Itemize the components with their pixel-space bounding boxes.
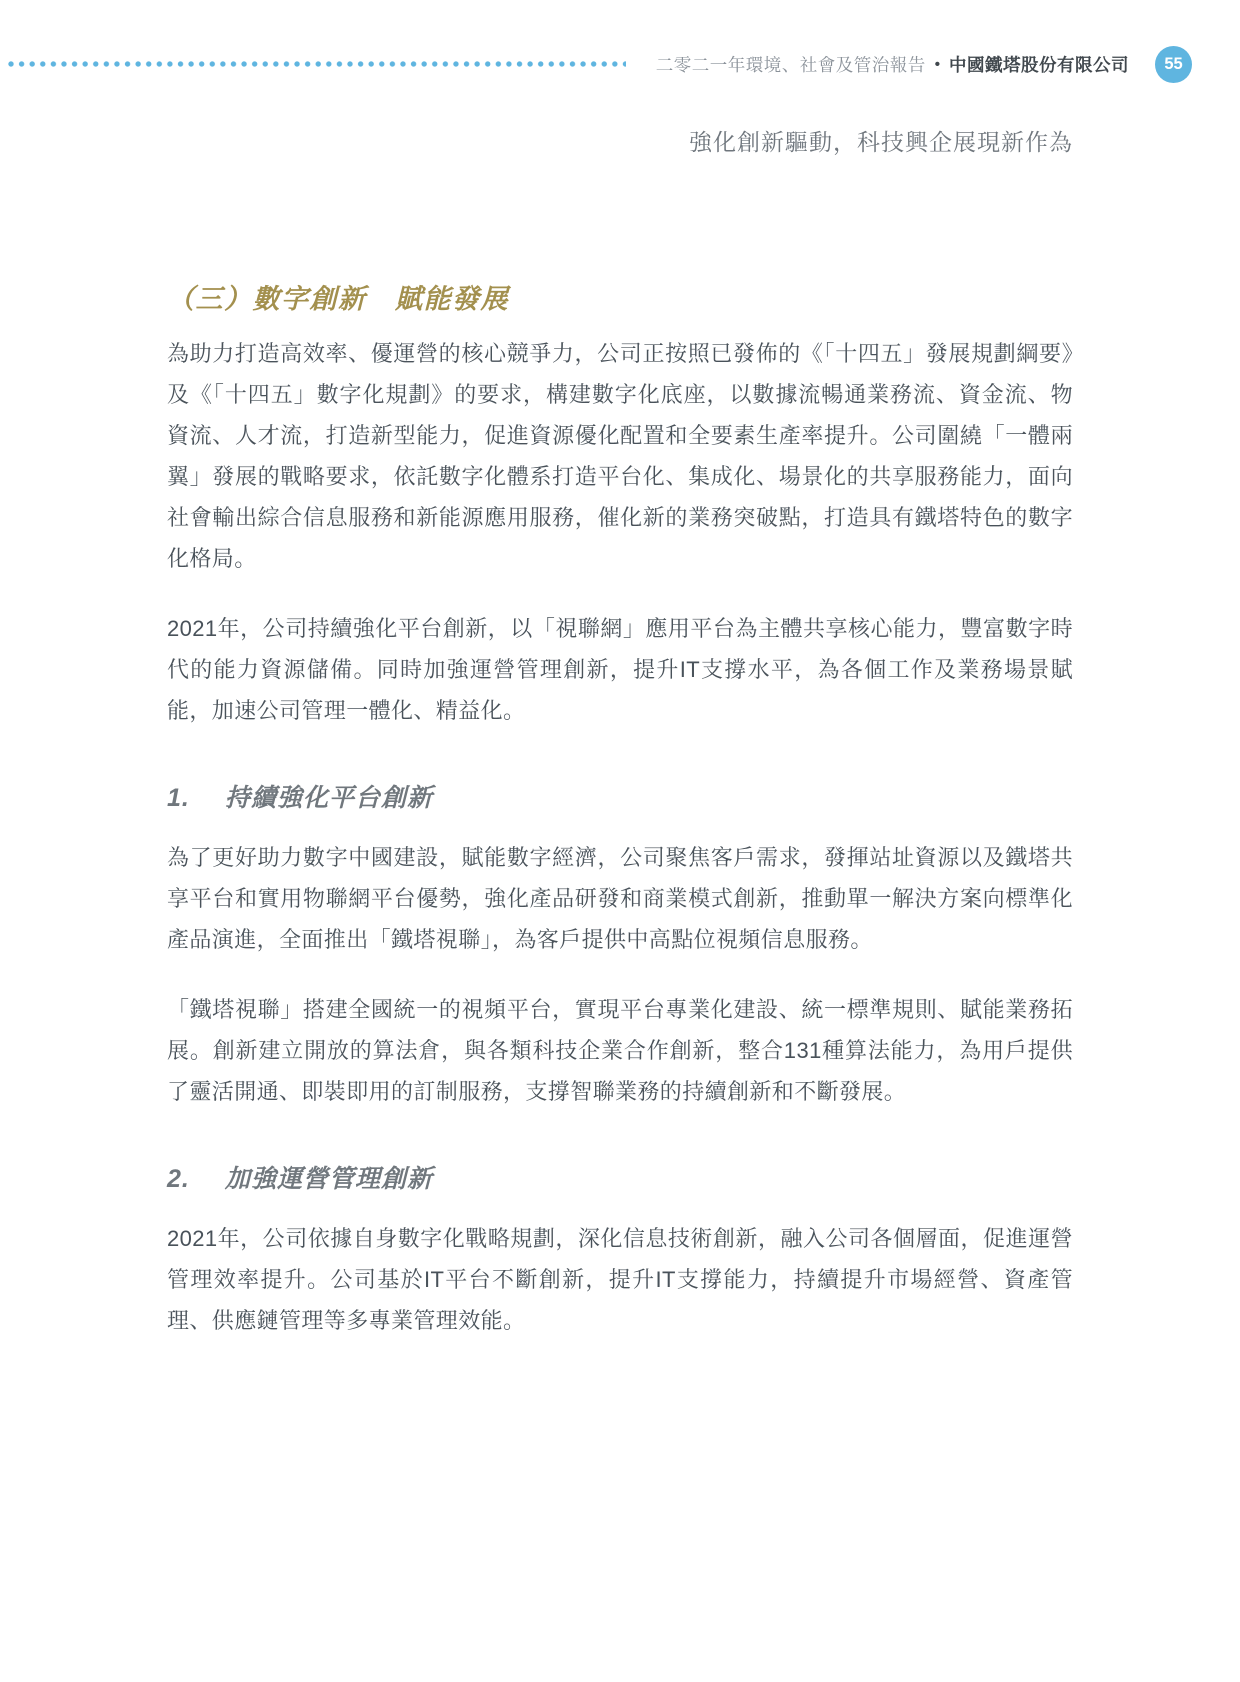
section-paragraph: 為助力打造高效率、優運營的核心競爭力，公司正按照已發佈的《「十四五」發展規劃綱要》及《「十四五」數字化規劃》的要求，構建數字化底座，以數據流暢通業務流、資金流、物資流、人才流，打造新型能力，促進資源優化配置和全要素生產率提升。公司圍繞「一體兩翼」發展的戰略要求，依託數字化體系打造平台化、集成化、場景化的共享服務能力，面向社會輸出綜合信息服務和新能源應用服務，催化新的業務突破點，打造具有鐵塔特色的數字化格局。 xyxy=(167,341,1073,571)
subsection-number: 1. xyxy=(167,784,190,812)
page-header xyxy=(0,0,1240,84)
subsection-paragraph: 「鐵塔視聯」搭建全國統一的視頻平台，實現平台專業化建設、統一標準規則、賦能業務拓展。創新建立開放的算法倉，與各類科技企業合作創新，整合131種算法能力，為用戶提供了靈活開通、即裝即用的訂制服務，支撐智聯業務的持續創新和不斷發展。 xyxy=(167,997,1073,1104)
subsection-heading-1 xyxy=(167,783,1073,813)
subsection-title: 加強運營管理創新 xyxy=(225,1165,434,1193)
subsection-paragraph: 為了更好助力數字中國建設，賦能數字經濟，公司聚焦客戶需求，發揮站址資源以及鐵塔共享平台和實用物聯網平台優勢，強化產品研發和商業模式創新，推動單一解決方案向標準化產品演進，全面推出「鐵塔視聯」，為客戶提供中高點位視頻信息服務。 xyxy=(167,845,1073,952)
subsection-title: 持續強化平台創新 xyxy=(225,784,434,812)
subsection-paragraph: 2021年，公司依據自身數字化戰略規劃，深化信息技術創新，融入公司各個層面，促進運營管理效率提升。公司基於IT平台不斷創新，提升IT支撐能力，持續提升市場經營、資產管理、供應鏈管理等多專業管理效能。 xyxy=(167,1226,1073,1333)
chapter-subtitle: 強化創新驅動，科技興企展現新作為 xyxy=(689,129,1073,155)
subsection-number: 2. xyxy=(167,1165,190,1193)
page-number-badge: 55 xyxy=(1155,46,1192,83)
header-company-name: 中國鐵塔股份有限公司 xyxy=(949,54,1129,75)
header-separator-bullet: • xyxy=(934,55,940,73)
header-report-title: 二零二一年環境、社會及管治報告 xyxy=(655,54,926,75)
dotted-rule xyxy=(8,61,626,67)
subsection-heading-2 xyxy=(167,1164,1073,1194)
section-heading: （三）數字創新 賦能發展 xyxy=(167,284,509,314)
page-content xyxy=(167,283,1073,1341)
section-paragraph: 2021年，公司持續強化平台創新，以「視聯網」應用平台為主體共享核心能力，豐富數字時代的能力資源儲備。同時加強運營管理創新，提升IT支撐水平，為各個工作及業務場景賦能，加速公司管理一體化、精益化。 xyxy=(167,616,1073,723)
